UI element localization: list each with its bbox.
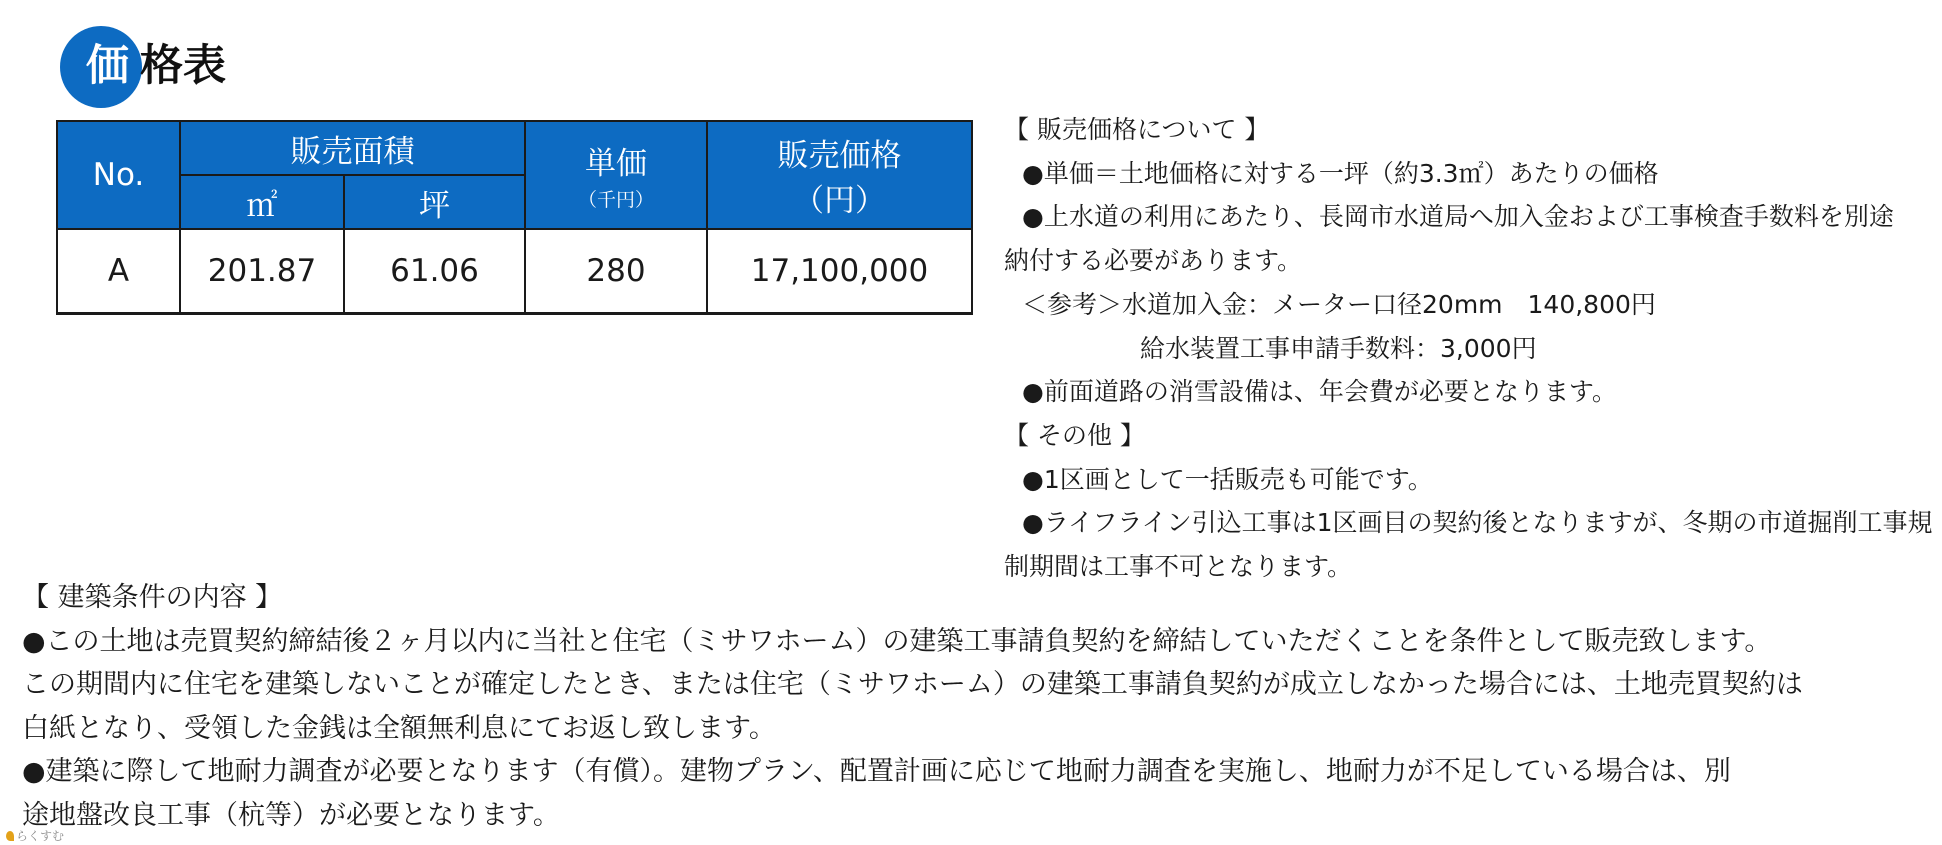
header-sale-price: [707, 121, 972, 229]
cell-m2: 201.87: [180, 229, 344, 313]
conditions-line: 白紙となり、受領した金銭は全額無利息にてお返し致します。: [22, 712, 776, 744]
cell-price: 17,100,000: [707, 229, 972, 313]
conditions-line: ●この土地は売買契約締結後２ヶ月以内に当社と住宅（ミサワホーム）の建築工事請負契約を締結していただくことを条件として販売致します。: [22, 625, 1772, 657]
header-unit-price-unit: （千円）: [577, 189, 654, 211]
notes-heading-price: 【 販売価格について 】: [1004, 115, 1270, 144]
conditions-line: ●建築に際して地耐力調査が必要となります（有償）。建物プラン、配置計画に応じて地耐力調査を実施し、地耐力が不足している場合は、別: [22, 756, 1731, 787]
leaf-icon: [6, 831, 14, 841]
header-unit-price: [525, 121, 707, 229]
building-conditions: [22, 576, 1922, 837]
header-unit-price-label: 単価: [585, 146, 647, 182]
header-area-m2: ㎡: [180, 175, 344, 229]
title-rest: 格表: [140, 41, 226, 91]
notes-line: 納付する必要があります。: [1004, 246, 1303, 276]
notes-line: ＜参考＞水道加入金：メーター口径20mm 140,800円: [1022, 289, 1656, 319]
table-row: [57, 229, 972, 313]
conditions-heading: 【 建築条件の内容 】: [22, 582, 283, 613]
header-area-tsubo: 坪: [344, 175, 525, 229]
price-notes: [1004, 108, 1936, 589]
header-area: 販売面積: [180, 121, 525, 175]
watermark: [6, 827, 64, 844]
cell-no: A: [57, 229, 180, 313]
watermark-text: らくすむ: [16, 829, 65, 843]
header-sale-price-unit: （円）: [793, 183, 886, 219]
notes-line: ●ライフライン引込工事は1区画目の契約後となりますが、冬期の市道掘削工事規: [1022, 508, 1933, 538]
header-no: No.: [57, 121, 180, 229]
title-first-char: 価: [86, 41, 129, 91]
notes-line: ●上水道の利用にあたり、長岡市水道局へ加入金および工事検査手数料を別途: [1022, 202, 1894, 232]
header-sale-price-label: 販売価格: [777, 138, 902, 174]
notes-line: ●前面道路の消雪設備は、年会費が必要となります。: [1022, 377, 1617, 407]
cell-tsubo: 61.06: [344, 229, 525, 313]
notes-heading-other: 【 その他 】: [1004, 420, 1145, 450]
notes-line: 給水装置工事申請手数料：3,000円: [1140, 333, 1537, 363]
notes-line: ●1区画として一括販売も可能です。: [1022, 464, 1433, 494]
price-table: [56, 120, 973, 315]
cell-unit-price: 280: [525, 229, 707, 313]
conditions-line: 途地盤改良工事（杭等）が必要となります。: [22, 799, 560, 831]
conditions-line: この期間内に住宅を建築しないことが確定したとき、または住宅（ミサワホーム）の建築工事請負契約が成立しなかった場合には、土地売買契約は: [22, 669, 1803, 700]
notes-line: ●単価＝土地価格に対する一坪（約3.3㎡）あたりの価格: [1022, 158, 1659, 188]
notes-line: 制期間は工事不可となります。: [1004, 552, 1353, 582]
